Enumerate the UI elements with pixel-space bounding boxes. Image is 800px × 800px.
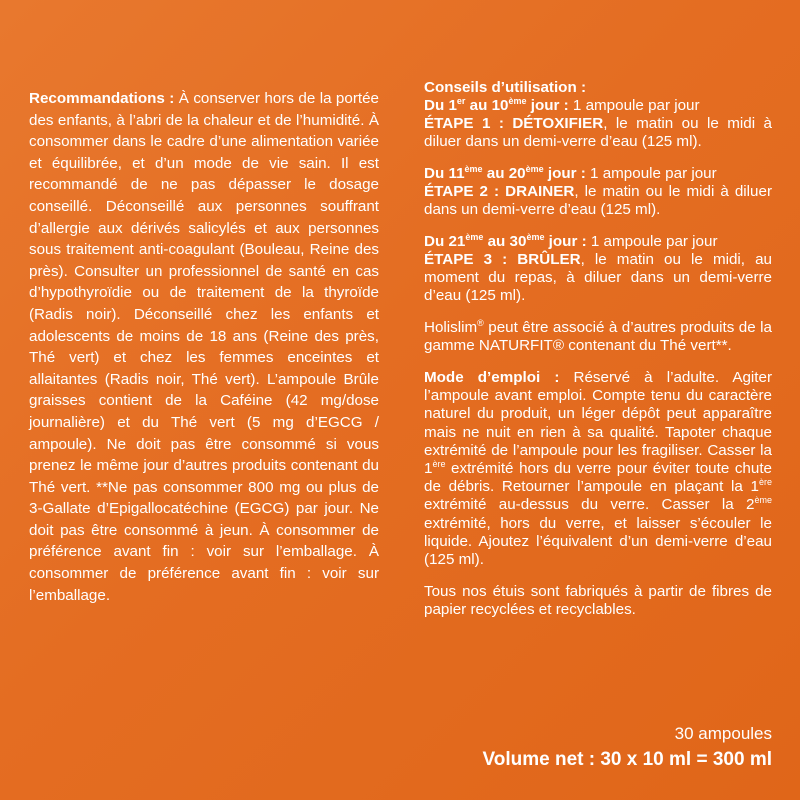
recommandations-body: À conserver hors de la portée des enfants, à l’abri de la chaleur et de l’humidité. À consommer dans le cadre d’une alimentation variée et équilibrée, et d’un mode de vie sain. Il est recommandé de ne pas dépasser le dosage conseillé. Déconseillé aux personnes souffrant d’allergie aux dérivés salicylés et aux personnes sous traitement anti-coagulant (Bouleau, Reine des près). Consulter un professionnel de santé en cas d’hypothyroïdie ou de traitement de la thyroïde (Radis noir). Déconseillé chez les enfants et adolescents de moins de 18 ans (Reine des près, Thé vert) et chez les femmes enceintes et allaitantes (Radis noir, Thé vert). L’ampoule Brûle graisses contient de la Caféine (42 mg/dose journalière) et du Thé vert (5 mg d’EGCG / ampoule). Ne doit pas être consommé si vous prenez le même jour d’autres produits contenant du Thé vert. **Ne pas consommer 800 mg ou plus de 3-Gallate d’Epigallocatéchine (EGCG) par jour. Ne doit pas être consommé à jeun. À consommer de préférence avant fin : voir sur l’emballage. À consommer de préférence avant fin : voir sur l’emballage. [29, 90, 379, 604]
step-2-instructions: , le matin ou le midi à diluer dans un demi-verre d’eau (125 ml). [424, 183, 772, 218]
mode-emploi-part-1: Réservé à l’adulte. Agiter l’ampoule avant emploi. Compte tenu du caractère naturel du produit, un léger dépôt peut apparaître mais ne nuit en rien à sa qualité. Tapoter chaque extrémité de l’ampoule pour les fragiliser. Casser la 1 [424, 369, 772, 478]
step-3 [424, 233, 772, 305]
mode-emploi-part-4: extrémité, hors du verre, et laisser s’écouler le liquide. Ajoutez l’équivalent d’un demi-verre d’eau (125 ml). [424, 514, 772, 569]
step-1-label: ÉTAPE 1 : DÉTOXIFIER [424, 115, 604, 132]
mode-emploi-section [424, 369, 772, 569]
step-1 [424, 97, 772, 151]
holislim-brand: Holislim [424, 319, 478, 336]
step-3-instructions: , le matin ou le midi, au moment du repas, à diluer dans un demi-verre d’eau (125 ml). [424, 251, 772, 304]
usage-column [424, 79, 772, 633]
step-2-dose: 1 ampoule par jour [585, 165, 717, 182]
conseils-heading: Conseils d’utilisation : [424, 79, 587, 96]
mode-emploi-heading: Mode d’emploi : [424, 369, 560, 386]
recommandations-section [29, 88, 379, 606]
ordinal-sup-2: ère [758, 477, 772, 488]
step-2-range: Du 11ème au 20ème jour : [424, 163, 586, 182]
step-2-label: ÉTAPE 2 : DRAINER [424, 183, 575, 200]
holislim-text-1: peut être associé à d’autres produits de la gamme NATURFIT [424, 319, 772, 354]
holislim-note [424, 319, 772, 355]
step-3-dose: 1 ampoule par jour [586, 233, 718, 250]
recycling-note: Tous nos étuis sont fabriqués à partir de fibres de papier recyclées et recyclables. [424, 583, 772, 619]
ordinal-sup-1: ère [432, 458, 446, 469]
ampoule-count: 30 ampoules [674, 724, 772, 743]
conseils-section [424, 79, 772, 151]
step-2 [424, 165, 772, 219]
net-volume: Volume net : 30 x 10 ml = 300 ml [482, 749, 772, 770]
recommandations-heading: Recommandations : [29, 90, 175, 107]
step-1-dose: 1 ampoule par jour [568, 97, 700, 114]
package-footer [482, 722, 772, 774]
naturfit-mark: ® [552, 337, 565, 354]
step-1-instructions: , le matin ou le midi à diluer dans un demi-verre d’eau (125 ml). [424, 115, 772, 150]
step-3-label: ÉTAPE 3 : BRÛLER [424, 251, 581, 268]
holislim-text-2: contenant du Thé vert**. [564, 337, 732, 354]
step-1-range: Du 1er au 10ème jour : [424, 95, 569, 114]
ordinal-sup-3: ème [754, 495, 772, 506]
step-3-range: Du 21ème au 30ème jour : [424, 231, 587, 250]
registered-mark: ® [477, 317, 484, 328]
mode-emploi-part-2: extrémité hors du verre pour éviter toute chute de débris. Retourner l’ampoule en plaçant la 1 [424, 460, 772, 496]
mode-emploi-part-3: extrémité au-dessus du verre. Casser la 2 [424, 496, 755, 514]
